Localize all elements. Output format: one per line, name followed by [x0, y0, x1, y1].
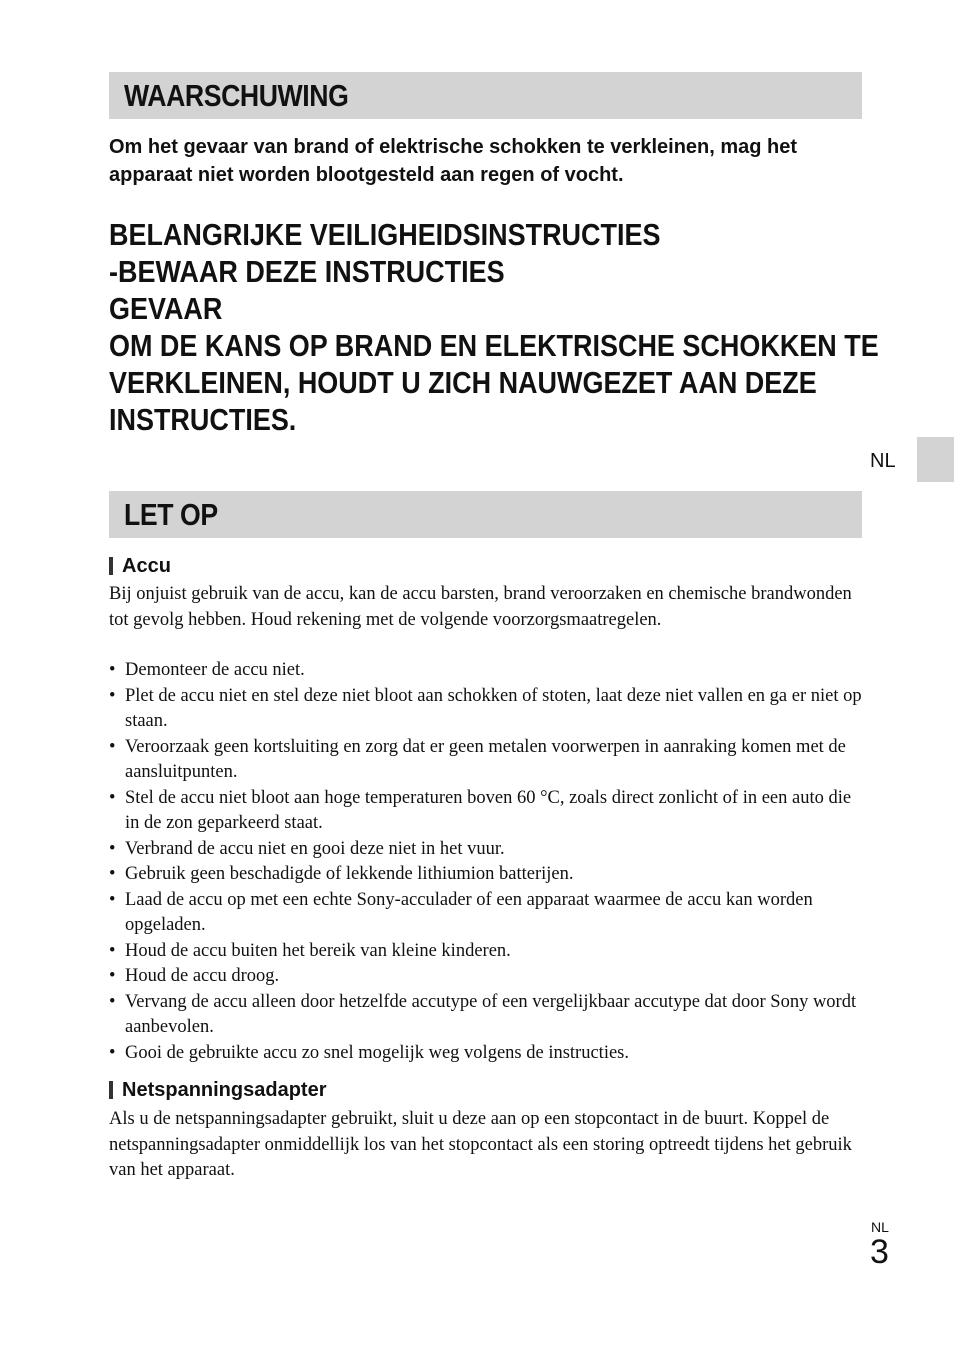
- page-number: 3: [870, 1233, 889, 1271]
- side-tab: [917, 437, 954, 482]
- list-item: • Stel de accu niet bloot aan hoge temperaturen boven 60 °C, zoals direct zonlicht of in een auto die in de zon geparkeerd staat.: [109, 787, 852, 833]
- side-tab-label: NL: [870, 450, 896, 472]
- list-item: • Houd de accu droog.: [109, 966, 280, 986]
- warning-banner: [109, 72, 862, 119]
- list-item: • Verbrand de accu niet en gooi deze niet in het vuur.: [109, 838, 505, 859]
- important-instructions: [109, 216, 879, 438]
- heading-marker: [109, 557, 113, 575]
- warning-text: Om het gevaar van brand of elektrische schokken te verkleinen, mag het apparaat niet worden blootgesteld aan regen of vocht.: [109, 136, 798, 186]
- important-line: GEVAAR: [109, 291, 223, 326]
- adapter-heading-text: Netspanningsadapter: [122, 1079, 327, 1101]
- important-line: -BEWAAR DEZE INSTRUCTIES: [109, 254, 505, 289]
- adapter-heading: [109, 1078, 326, 1102]
- caution-title: LET OP: [124, 497, 218, 532]
- heading-marker: [109, 1081, 113, 1099]
- important-line: INSTRUCTIES.: [109, 402, 297, 437]
- adapter-text: Als u de netspanningsadapter gebruikt, sluit u deze aan op een stopcontact in de buurt. Koppel de netspanningsadapter onmiddellijk los van het stopcontact als een storing optreedt tijdens het gebruik van het apparaat.: [109, 1109, 852, 1180]
- accu-heading-text: Accu: [122, 555, 171, 577]
- caution-banner: [109, 491, 862, 538]
- list-item: • Demonteer de accu niet.: [109, 660, 305, 680]
- accu-intro: Bij onjuist gebruik van de accu, kan de accu barsten, brand veroorzaken en chemische brandwonden tot gevolg hebben. Houd rekening met de volgende voorzorgsmaatregelen.: [109, 584, 852, 630]
- page-language: NL: [871, 1219, 889, 1235]
- list-item: • Vervang de accu alleen door hetzelfde accutype of een vergelijkbaar accutype dat door Sony wordt aanbevolen.: [109, 991, 857, 1037]
- list-item: • Plet de accu niet en stel deze niet bloot aan schokken of stoten, laat deze niet vallen en ga er niet op staan.: [109, 685, 862, 731]
- list-item: • Laad de accu op met een echte Sony-acculader of een apparaat waarmee de accu kan worden opgeladen.: [109, 889, 813, 935]
- important-line: BELANGRIJKE VEILIGHEIDSINSTRUCTIES: [109, 217, 661, 252]
- important-line: OM DE KANS OP BRAND EN ELEKTRISCHE SCHOKKEN TE: [109, 328, 879, 363]
- accu-bullet-list: [109, 658, 869, 1066]
- list-item: • Gebruik geen beschadigde of lekkende lithiumion batterijen.: [109, 864, 574, 884]
- accu-heading: [109, 554, 171, 578]
- important-line: VERKLEINEN, HOUDT U ZICH NAUWGEZET AAN DEZE: [109, 365, 817, 400]
- list-item: • Houd de accu buiten het bereik van kleine kinderen.: [109, 940, 511, 961]
- list-item: • Veroorzaak geen kortsluiting en zorg dat er geen metalen voorwerpen in aanraking komen met de aansluitpunten.: [109, 736, 846, 782]
- warning-title: WAARSCHUWING: [124, 78, 349, 113]
- list-item: • Gooi de gebruikte accu zo snel mogelijk weg volgens de instructies.: [109, 1042, 629, 1063]
